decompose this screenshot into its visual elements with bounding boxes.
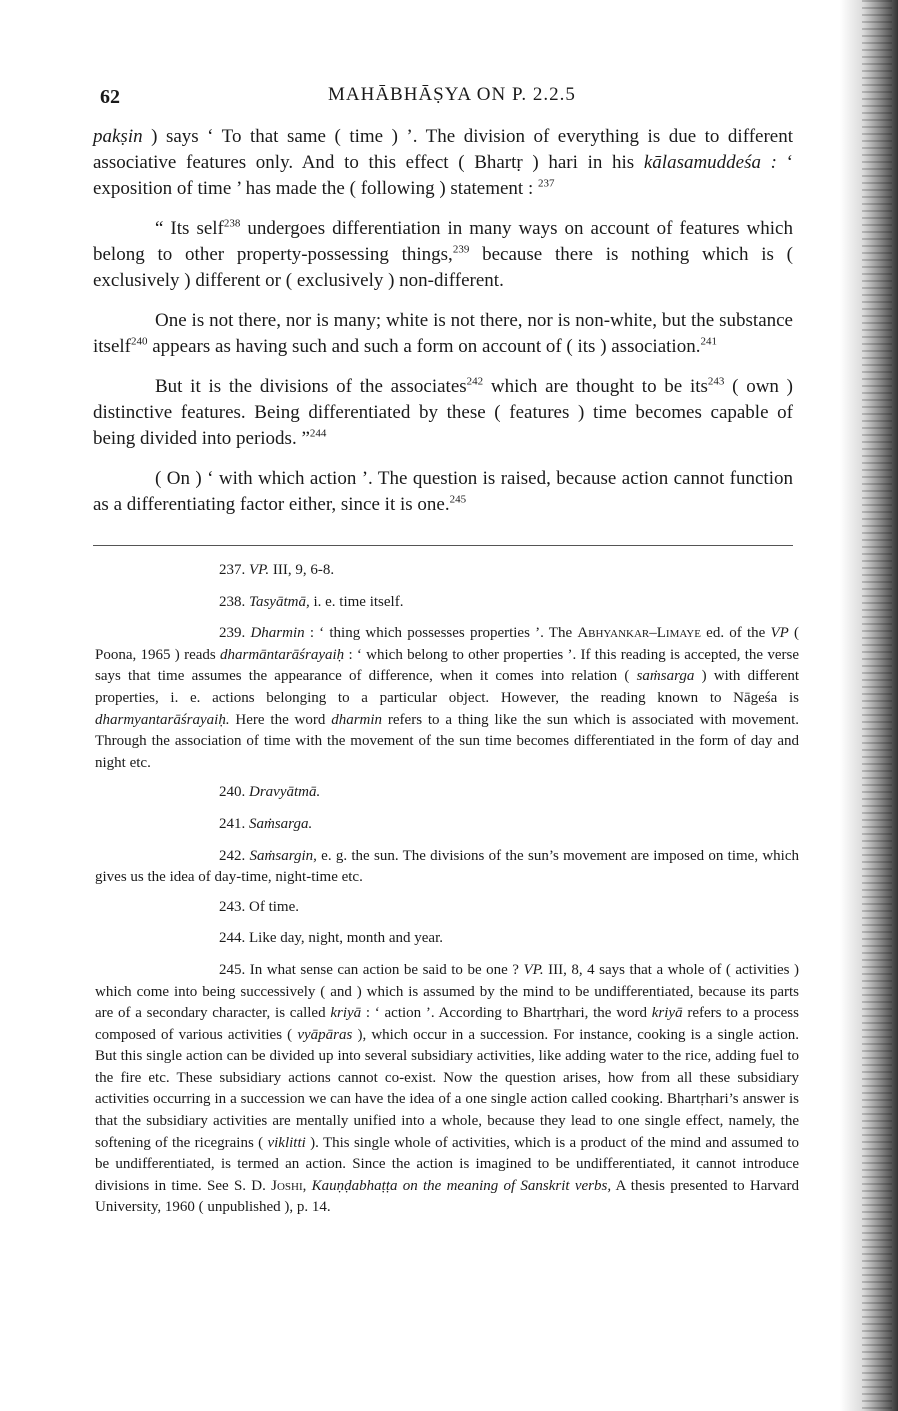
text-run: : ‘ which belong to other properties ’. If this reading is accepted, the verse says that time assumes the appearance of difference, when it comes into relation (	[95, 646, 799, 685]
italic-term: Tasyātmā,	[249, 593, 310, 610]
text-run: undergoes differentiation in many ways on account of features which belong to other property-possessing things,	[93, 218, 793, 265]
paragraph	[93, 216, 793, 294]
text-run: : ‘ thing which possesses properties ’. The	[304, 625, 578, 642]
italic-term: Dharmin	[250, 625, 305, 642]
italic-term: viklitti	[267, 1134, 306, 1151]
footnote-ref: 243	[707, 375, 725, 388]
text-run: : ‘ action ’. According to Bhartṛhari, the word	[361, 1005, 652, 1022]
footnote-number: 242.	[219, 847, 246, 864]
italic-term: dharmin	[331, 711, 383, 728]
page-edge-texture	[862, 0, 892, 1411]
footnote-ref: 237	[538, 177, 555, 190]
footnote-number: 243.	[219, 898, 246, 915]
text-run: ( own ) distinctive features. Being differentiated by these ( features ) time becomes capable of being divided into periods. ”	[93, 376, 793, 449]
paragraph	[93, 124, 793, 202]
footnote-number: 244.	[219, 930, 246, 947]
footnote-ref: 244	[309, 427, 327, 440]
footnote-number: 241.	[219, 815, 246, 832]
text-run: ) with different properties, i. e. actions belonging to a particular object. However, the reading known to Nāgeśa is	[95, 668, 799, 706]
italic-term: kālasamuddeśa :	[643, 152, 778, 173]
footnote	[95, 560, 799, 582]
italic-term: Kauṇḍabhaṭṭa on the meaning of Sanskrit verbs,	[311, 1177, 612, 1194]
paragraph	[93, 374, 793, 452]
footnote-number: 239.	[219, 625, 246, 642]
footnote-ref: 241	[700, 335, 717, 348]
text-run: i. e. time itself.	[309, 593, 404, 610]
text-run: III, 8, 4 says that a whole of ( activities ) which come into being successively ( and ) which is assumed by the mind to be undifferentiated, because its parts are of a secondary character, is called	[95, 961, 799, 1022]
footnote	[95, 897, 799, 919]
footnote	[95, 592, 799, 614]
footnote	[95, 623, 799, 774]
text-run: A thesis presented to Harvard University, 1960 ( unpublished ), p. 14.	[95, 1177, 799, 1216]
text-run: ‘ exposition of time ’ has made the ( following ) statement :	[93, 152, 794, 199]
text-run: Of time.	[245, 898, 299, 915]
paragraph	[93, 308, 793, 360]
italic-term: kriyā	[330, 1005, 362, 1022]
page-number: 62	[100, 86, 120, 108]
text-run: refers to a thing like the sun which is associated with movement. Through the association of time with the movement of the sun time becomes differentiated in the form of day and night etc.	[95, 711, 800, 771]
italic-term: VP	[770, 625, 789, 642]
footnote	[95, 782, 799, 804]
footnote-ref: 238	[223, 217, 241, 230]
footnote-number: 237.	[219, 562, 246, 578]
author-name: S. D. Joshi,	[233, 1177, 307, 1194]
footnote-number: 245.	[219, 961, 246, 978]
text-run: “ Its self	[155, 218, 224, 239]
text-run: In what sense can action be said to be one ?	[245, 961, 524, 978]
italic-term: vyāpāras	[297, 1026, 353, 1043]
italic-term: dharmāntarāśrayaiḥ	[220, 646, 345, 663]
text-run: One is not there, nor is many; white is not there, nor is non-white, but the substance itself	[93, 310, 793, 357]
text-run: ). This single whole of activities, which is a product of the mind and assumed to be undifferentiated, is termed an action. Since the action is imagined to be undifferentiated, it cannot introduce divisions in time. See	[95, 1134, 799, 1194]
footnote	[95, 846, 799, 889]
main-text	[93, 124, 793, 532]
text-run: because there is nothing which is ( exclusively ) different or ( exclusively ) non-different.	[93, 244, 793, 291]
running-head: MAHĀBHĀṢYA ON P. 2.2.5	[328, 84, 576, 105]
footnote-ref: 242	[466, 375, 484, 388]
text-run: refers to a process composed of various activities (	[95, 1005, 799, 1043]
italic-term: Saṁsargin,	[249, 847, 317, 864]
text-run: ( On ) ‘ with which action ’. The question is raised, because action cannot function as a differentiating factor either, since it is one.	[93, 468, 793, 515]
text-run: which are thought to be its	[483, 376, 708, 397]
text-run: ( Poona, 1965 ) reads	[95, 625, 800, 663]
text-run: ed. of the	[700, 625, 771, 642]
footnote-divider	[93, 545, 793, 546]
text-run: ) says ‘ To that same ( time ) ’. The division of everything is due to different associative features only. And to this effect ( Bhartṛ ) hari in his	[93, 126, 793, 173]
text-run: e. g. the sun. The divisions of the sun’s movement are imposed on time, which gives us the idea of day-time, night-time etc.	[95, 847, 799, 886]
italic-term: kriyā	[651, 1005, 683, 1022]
text-run: ), which occur in a succession. For instance, cooking is a single action. But this single action can be divided up into several subsidiary activities, like adding water to the rice, adding fuel to the fire etc. These subsidiary actions cannot co-exist. Now the question arises, how from all these subsidiary activities occurring in a succession we can have the idea of a one single action called cooking. Bhartṛhari’s answer is that the subsidiary activities are mentally unified into a whole, because they lead to one single effect, namely, the softening of the ricegrains (	[95, 1026, 799, 1151]
text-run: Here the word	[229, 711, 332, 728]
footnote	[95, 814, 799, 836]
italic-term: VP.	[249, 562, 270, 578]
italic-term: Dravyātmā.	[249, 784, 321, 801]
paragraph	[93, 466, 793, 518]
footnote-ref: 239	[452, 243, 470, 256]
text-run: But it is the divisions of the associates	[155, 376, 467, 397]
footnote	[95, 928, 799, 950]
italic-term: dharmyantarāśrayaiḥ.	[95, 711, 230, 728]
author-name: Abhyankar–Limaye	[577, 625, 701, 642]
italic-term: saṁsarga	[636, 668, 695, 685]
italic-term: Saṁsarga.	[249, 815, 313, 832]
italic-term: pakṣin	[93, 126, 143, 147]
footnote-number: 238.	[219, 593, 246, 610]
footnote-number: 240.	[219, 784, 246, 801]
text-run: Like day, night, month and year.	[245, 930, 443, 947]
footnote	[95, 960, 799, 1219]
italic-term: VP.	[523, 961, 544, 978]
text-run: III, 9, 6-8.	[269, 562, 335, 578]
text-run: appears as having such and such a form on account of ( its ) association.	[147, 336, 701, 357]
footnote-ref: 245	[449, 493, 467, 506]
page-header	[100, 82, 800, 112]
footnotes	[95, 560, 799, 1227]
footnote-ref: 240	[131, 335, 148, 348]
